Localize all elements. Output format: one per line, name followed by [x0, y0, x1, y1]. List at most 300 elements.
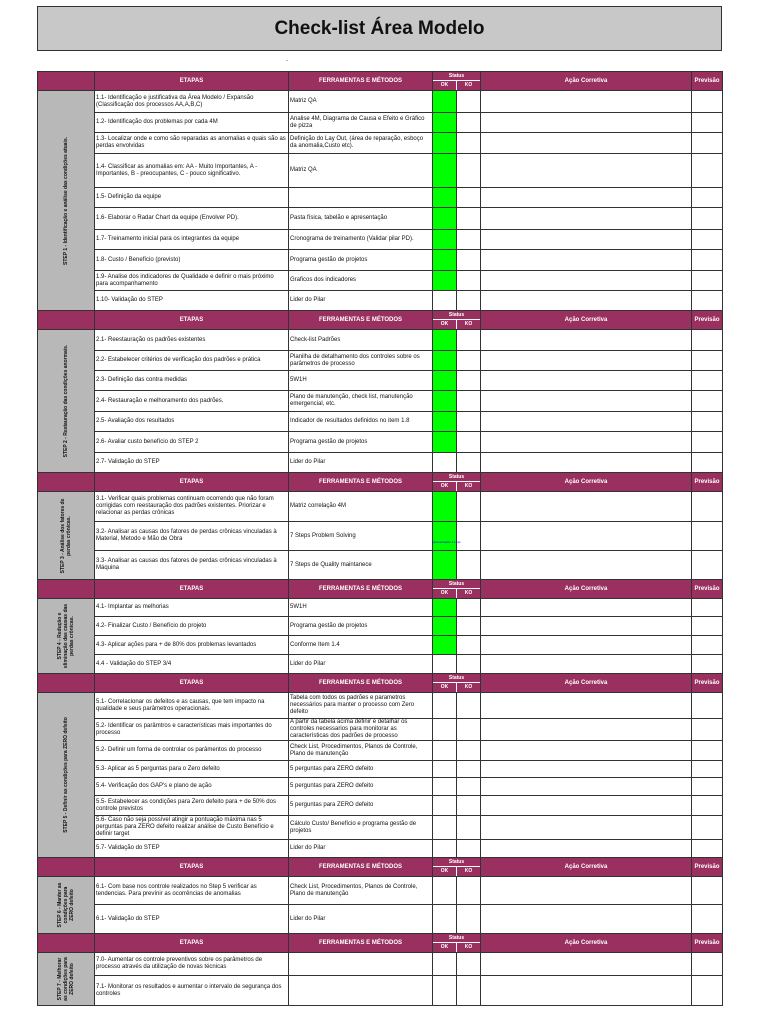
- header-previsao: Previsão: [692, 934, 723, 953]
- status-ok-cell[interactable]: [433, 840, 457, 858]
- previsao-cell[interactable]: [692, 208, 723, 230]
- step-label-cell: [38, 877, 95, 934]
- status-ok-cell[interactable]: [433, 816, 457, 840]
- ferramenta-cell[interactable]: Cálculo Custo/ Benefício e programa gestão de projetos: [289, 816, 433, 840]
- header-ferramentas: FERRAMENTAS E MÉTODOS: [289, 311, 433, 330]
- etapa-cell: 1.3- Localizar onde e como são reparadas as anomalias e quais são as perdas envolvidas: [95, 133, 289, 154]
- status-ok-cell[interactable]: [433, 953, 457, 976]
- ferramenta-cell[interactable]: A partir da tabela acima definir e detalhar os controles necessarios para monitorar as características dos padrões de processo: [289, 719, 433, 741]
- status-ko-cell[interactable]: [457, 953, 481, 976]
- header-previsao: Previsão: [692, 858, 723, 877]
- acao-corretiva-cell[interactable]: [481, 953, 692, 976]
- etapa-cell: 2.3- Definição das contra medidas: [95, 371, 289, 391]
- table-row: [38, 291, 723, 311]
- status-ko-cell[interactable]: [457, 551, 481, 580]
- ferramenta-cell[interactable]: Lider do Pilar: [289, 291, 433, 311]
- ferramenta-cell[interactable]: 5 perguntas para ZERO defeito: [289, 761, 433, 778]
- status-ok-cell[interactable]: [433, 617, 457, 636]
- acao-corretiva-cell[interactable]: [481, 154, 692, 188]
- acao-corretiva-cell[interactable]: [481, 412, 692, 432]
- table-row: [38, 91, 723, 113]
- table-row: [38, 133, 723, 154]
- status-ok-cell[interactable]: [433, 693, 457, 719]
- etapa-cell: 1.9- Analise dos indicadores de Qualidade e definir o mais próximo para acompanhamento: [95, 271, 289, 291]
- status-ko-cell[interactable]: [457, 271, 481, 291]
- status-ko-cell[interactable]: [457, 291, 481, 311]
- ferramenta-cell[interactable]: Lider do Pilar: [289, 655, 433, 674]
- step-label-cell: [38, 599, 95, 674]
- status-ko-cell[interactable]: [457, 976, 481, 1006]
- previsao-cell[interactable]: [692, 453, 723, 473]
- header-acao: Ação Corretiva: [481, 934, 692, 953]
- status-ko-cell[interactable]: [457, 492, 481, 522]
- status-ko-cell[interactable]: [457, 154, 481, 188]
- status-ok-cell[interactable]: [433, 492, 457, 522]
- status-ko-cell[interactable]: [457, 905, 481, 934]
- status-ok-cell[interactable]: [433, 154, 457, 188]
- step-label-cell: [38, 91, 95, 311]
- ferramenta-cell[interactable]: Lider do Pilar: [289, 453, 433, 473]
- acao-corretiva-cell[interactable]: [481, 208, 692, 230]
- ferramenta-cell[interactable]: Plano de manutenção, check list, manutenção emergencial, etc.: [289, 391, 433, 412]
- previsao-cell[interactable]: [692, 271, 723, 291]
- status-ok-cell[interactable]: [433, 391, 457, 412]
- previsao-cell[interactable]: [692, 599, 723, 617]
- previsao-cell[interactable]: [692, 188, 723, 208]
- header-ferramentas: FERRAMENTAS E MÉTODOS: [289, 858, 433, 877]
- ferramenta-cell[interactable]: 7 Steps Problem Solving: [289, 522, 433, 551]
- table-row: [38, 351, 723, 371]
- step-label: STEP 7 - Melhorar as condições para ZERO defeito: [57, 957, 75, 1001]
- table-row: [38, 599, 723, 617]
- status-ok-cell[interactable]: [433, 351, 457, 371]
- header-status: [433, 580, 481, 599]
- status-ok-cell[interactable]: [433, 371, 457, 391]
- status-cols: [433, 682, 480, 692]
- status-ko-cell[interactable]: [457, 693, 481, 719]
- status-cols: [433, 80, 480, 90]
- acao-corretiva-cell[interactable]: [481, 391, 692, 412]
- status-ok-label: OK: [440, 321, 449, 327]
- status-ko-cell[interactable]: [457, 741, 481, 761]
- acao-corretiva-cell[interactable]: [481, 816, 692, 840]
- acao-corretiva-cell[interactable]: [481, 778, 692, 796]
- previsao-cell[interactable]: [692, 154, 723, 188]
- status-wrap: [433, 858, 480, 876]
- acao-corretiva-cell[interactable]: [481, 761, 692, 778]
- table-row: [38, 953, 723, 976]
- step-label: STEP 5 - Definir as condições para ZERO defeito: [63, 717, 69, 833]
- etapa-cell: 1.7- Treinamento inicial para os integrantes da equipe: [95, 230, 289, 250]
- acao-corretiva-cell[interactable]: [481, 133, 692, 154]
- header-ferramentas: FERRAMENTAS E MÉTODOS: [289, 674, 433, 693]
- status-ko-cell[interactable]: [457, 391, 481, 412]
- title-box: [37, 6, 722, 51]
- status-ok-cell[interactable]: [433, 551, 457, 580]
- status-ok-cell[interactable]: [433, 761, 457, 778]
- ferramenta-cell[interactable]: Tabela com todos os padrões e parametros necessários para manter o processo com Zero defeito: [289, 693, 433, 719]
- ferramenta-cell[interactable]: [289, 188, 433, 208]
- status-ok-cell[interactable]: [433, 271, 457, 291]
- header-status: [433, 858, 481, 877]
- header-blank-cell: [38, 674, 95, 693]
- header-etapas: ETAPAS: [95, 580, 289, 599]
- acao-corretiva-cell[interactable]: [481, 492, 692, 522]
- etapa-cell: 1.4- Classificar as anomalias em: AA - Muito Importantes, A - Importantes, B - preocupantes, C - pouco significativo.: [95, 154, 289, 188]
- table-row: [38, 719, 723, 741]
- previsao-cell[interactable]: [692, 371, 723, 391]
- status-ok-cell[interactable]: [433, 877, 457, 905]
- ferramenta-cell[interactable]: Matriz correlação 4M: [289, 492, 433, 522]
- status-ko-cell[interactable]: [457, 133, 481, 154]
- previsao-cell[interactable]: [692, 877, 723, 905]
- status-ok-cell[interactable]: [433, 412, 457, 432]
- table-row: [38, 492, 723, 522]
- section-header-row: [38, 580, 723, 599]
- acao-corretiva-cell[interactable]: [481, 371, 692, 391]
- previsao-cell[interactable]: [692, 693, 723, 719]
- status-ko-cell[interactable]: [457, 208, 481, 230]
- status-ko-label: KO: [456, 320, 480, 329]
- etapa-cell: 6.1- Validação do STEP: [95, 905, 289, 934]
- ferramenta-cell[interactable]: 7 Steps de Quality maintanece: [289, 551, 433, 580]
- status-ok-cell[interactable]: [433, 250, 457, 271]
- previsao-cell[interactable]: [692, 617, 723, 636]
- table-row: [38, 761, 723, 778]
- status-ko-cell[interactable]: [457, 617, 481, 636]
- acao-corretiva-cell[interactable]: [481, 905, 692, 934]
- table-row: [38, 617, 723, 636]
- acao-corretiva-cell[interactable]: [481, 230, 692, 250]
- status-ko-cell[interactable]: [432, 522, 481, 551]
- status-ko-cell[interactable]: [457, 113, 481, 133]
- status-ok-cell[interactable]: [433, 636, 457, 655]
- ferramenta-cell[interactable]: Definição do Lay Out, (área de reparação, esboço da anomalia,Custo etc).: [289, 133, 433, 154]
- header-etapas: ETAPAS: [95, 473, 289, 492]
- header-etapas: ETAPAS: [95, 311, 289, 330]
- status-ko-cell[interactable]: [457, 453, 481, 473]
- ferramenta-cell[interactable]: Indicador de resultados definidos no item 1.8: [289, 412, 433, 432]
- status-ok-label: OK: [440, 944, 449, 950]
- etapa-cell: 7.1- Monitorar os resultados e aumentar o intervalo de segurança dos controles: [95, 976, 289, 1006]
- etapa-cell: 3.2- Analisar as causas dos fatores de perdas crônicas vinculadas à Material, Metodo e Mão de Obra: [95, 522, 289, 551]
- ferramenta-cell[interactable]: Lider do Pilar: [289, 840, 433, 858]
- acao-corretiva-cell[interactable]: [481, 432, 692, 453]
- previsao-cell[interactable]: [692, 330, 723, 351]
- acao-corretiva-cell[interactable]: [481, 188, 692, 208]
- status-ok-cell[interactable]: [433, 291, 457, 311]
- checklist-table: [37, 71, 723, 1006]
- acao-corretiva-cell[interactable]: [481, 741, 692, 761]
- header-status: [433, 72, 481, 91]
- acao-corretiva-cell[interactable]: [481, 522, 692, 551]
- status-ko-label: KO: [456, 81, 480, 90]
- previsao-cell[interactable]: [692, 291, 723, 311]
- previsao-cell[interactable]: [692, 976, 723, 1006]
- status-ok-label: OK: [440, 684, 449, 690]
- ferramenta-cell[interactable]: 5 perguntas para ZERO defeito: [289, 778, 433, 796]
- status-cols: [433, 866, 480, 876]
- ferramenta-cell[interactable]: 5 perguntas para ZERO defeito: [289, 796, 433, 816]
- previsao-cell[interactable]: [692, 741, 723, 761]
- table-row: [38, 522, 723, 551]
- status-ok-label: OK: [440, 483, 449, 489]
- previsao-cell[interactable]: [692, 133, 723, 154]
- status-ok-cell[interactable]: [433, 976, 457, 1006]
- previsao-cell[interactable]: [692, 551, 723, 580]
- ferramenta-cell[interactable]: [289, 953, 433, 976]
- status-ko-cell[interactable]: [457, 351, 481, 371]
- previsao-cell[interactable]: [692, 636, 723, 655]
- etapa-cell: 5.7- Validação do STEP: [95, 840, 289, 858]
- status-ko-cell[interactable]: [457, 371, 481, 391]
- previsao-cell[interactable]: [692, 796, 723, 816]
- status-ok-cell[interactable]: [433, 330, 457, 351]
- header-etapas: ETAPAS: [95, 674, 289, 693]
- status-ko-cell[interactable]: [457, 816, 481, 840]
- acao-corretiva-cell[interactable]: [481, 599, 692, 617]
- header-status: [433, 473, 481, 492]
- ferramenta-cell[interactable]: Check List, Procedimentos, Planos de Controle, Plano de manutenção: [289, 877, 433, 905]
- status-ok-cell[interactable]: [433, 905, 457, 934]
- previsao-cell[interactable]: [692, 91, 723, 113]
- previsao-cell[interactable]: [692, 351, 723, 371]
- header-ferramentas: FERRAMENTAS E MÉTODOS: [289, 934, 433, 953]
- table-row: [38, 976, 723, 1006]
- acao-corretiva-cell[interactable]: [481, 291, 692, 311]
- step-label-cell: [38, 330, 95, 473]
- status-ok-cell[interactable]: [433, 796, 457, 816]
- section-header-row: [38, 934, 723, 953]
- step-label: STEP 4 - Redução e eliminação das causas das perdas crônicas.: [57, 603, 75, 669]
- previsao-cell[interactable]: [692, 816, 723, 840]
- etapa-cell: 1.2- Identificação dos problemas por cada 4M: [95, 113, 289, 133]
- status-ko-cell[interactable]: [457, 655, 481, 674]
- step-label: STEP 2 - Restauração das condições anormais.: [63, 344, 69, 458]
- table-row: [38, 551, 723, 580]
- acao-corretiva-cell[interactable]: [481, 655, 692, 674]
- status-ok-cell[interactable]: [433, 432, 457, 453]
- table-row: [38, 412, 723, 432]
- previsao-cell[interactable]: [692, 113, 723, 133]
- acao-corretiva-cell[interactable]: [481, 877, 692, 905]
- table-row: [38, 905, 723, 934]
- status-ok-label: OK: [440, 82, 449, 88]
- previsao-cell[interactable]: [692, 432, 723, 453]
- status-ko-cell[interactable]: [457, 636, 481, 655]
- previsao-cell[interactable]: [692, 953, 723, 976]
- dash-mark: -: [286, 48, 288, 54]
- table-row: [38, 371, 723, 391]
- acao-corretiva-cell[interactable]: [481, 617, 692, 636]
- acao-corretiva-cell[interactable]: [481, 453, 692, 473]
- step-label-cell: [38, 953, 95, 1006]
- etapa-cell: 6.1- Com base nos controle realizados no Step 5 verificar as tendencias. Para prevínir as ocorrências de anomalias: [95, 877, 289, 905]
- ferramenta-cell[interactable]: Programa gestão de projetos: [289, 432, 433, 453]
- ferramenta-cell[interactable]: Cronograma de treinamento (Validar pilar PD).: [289, 230, 433, 250]
- etapa-cell: 2.5- Avaliação dos resultados: [95, 412, 289, 432]
- ferramenta-cell[interactable]: Graficos dos indicadores: [289, 271, 433, 291]
- status-ok-cell[interactable]: [433, 133, 457, 154]
- status-ko-cell[interactable]: [457, 719, 481, 741]
- table-row: [38, 796, 723, 816]
- acao-corretiva-cell[interactable]: [481, 693, 692, 719]
- status-ok-cell[interactable]: [433, 778, 457, 796]
- status-ko-cell[interactable]: [457, 877, 481, 905]
- status-ko-cell[interactable]: [457, 432, 481, 453]
- ferramenta-cell[interactable]: Pasta física, tabelão e apresentação: [289, 208, 433, 230]
- previsao-cell[interactable]: [692, 778, 723, 796]
- status-ok-cell[interactable]: [433, 599, 457, 617]
- acao-corretiva-cell[interactable]: [481, 330, 692, 351]
- header-previsao: Previsão: [692, 580, 723, 599]
- status-title: Status: [448, 73, 465, 79]
- previsao-cell[interactable]: [692, 655, 723, 674]
- status-wrap: [433, 473, 480, 491]
- etapa-cell: 2.6- Avaliar custo benefício do STEP 2: [95, 432, 289, 453]
- etapa-cell: 1.1- Identificação e justificativa da Área Modelo / Expansão (Classificação dos processos AA,A,B,C): [95, 91, 289, 113]
- previsao-cell[interactable]: [692, 230, 723, 250]
- ferramenta-cell[interactable]: Lider do Pilar: [289, 905, 433, 934]
- header-ferramentas: FERRAMENTAS E MÉTODOS: [289, 72, 433, 91]
- header-blank-cell: [38, 311, 95, 330]
- table-row: [38, 453, 723, 473]
- header-acao: Ação Corretiva: [481, 473, 692, 492]
- previsao-cell[interactable]: [692, 840, 723, 858]
- status-title: Status: [448, 935, 465, 941]
- acao-corretiva-cell[interactable]: [481, 250, 692, 271]
- step-label-cell: [38, 492, 95, 580]
- etapa-cell: 1.8- Custo / Benefício (previsto): [95, 250, 289, 271]
- acao-corretiva-cell[interactable]: [481, 551, 692, 580]
- previsao-cell[interactable]: [692, 391, 723, 412]
- status-ko-label: KO: [456, 943, 480, 952]
- status-ok-cell[interactable]: [433, 230, 457, 250]
- header-acao: Ação Corretiva: [481, 580, 692, 599]
- status-ko-cell[interactable]: [457, 412, 481, 432]
- table-row: [38, 432, 723, 453]
- previsao-cell[interactable]: [692, 761, 723, 778]
- etapa-cell: 5.3- Aplicar as 5 perguntas para o Zero defeito: [95, 761, 289, 778]
- header-acao: Ação Corretiva: [481, 674, 692, 693]
- table-row: [38, 840, 723, 858]
- attachment-note[interactable]: Apresentação 1.1.ppt: [432, 540, 461, 544]
- header-blank-cell: [38, 934, 95, 953]
- etapa-cell: 1.5- Definição da equipe: [95, 188, 289, 208]
- previsao-cell[interactable]: [692, 492, 723, 522]
- acao-corretiva-cell[interactable]: [481, 840, 692, 858]
- ferramenta-cell[interactable]: Check List, Procedimentos, Planos de Controle, Plano de manutenção: [289, 741, 433, 761]
- status-ko-cell[interactable]: [457, 188, 481, 208]
- status-ok-cell[interactable]: [433, 91, 457, 113]
- status-ok-cell[interactable]: [433, 719, 457, 741]
- status-ok-cell[interactable]: [433, 522, 457, 551]
- status-ko-cell[interactable]: [457, 761, 481, 778]
- header-previsao: Previsão: [692, 311, 723, 330]
- etapa-cell: 3.3- Analisar as causas dos fatores de perdas crônicas vinculadas à Máquina: [95, 551, 289, 580]
- ferramenta-cell[interactable]: Conforme Item 1.4: [289, 636, 433, 655]
- ferramenta-cell[interactable]: 5W1H: [289, 371, 433, 391]
- ferramenta-cell[interactable]: Programa gestão de projetos: [289, 617, 433, 636]
- etapa-cell: 4.1- Implantar as melhorias: [95, 599, 289, 617]
- previsao-cell[interactable]: [692, 412, 723, 432]
- status-ko-cell[interactable]: [457, 91, 481, 113]
- status-ok-cell[interactable]: [433, 208, 457, 230]
- header-acao: Ação Corretiva: [481, 311, 692, 330]
- header-blank-cell: [38, 473, 95, 492]
- status-ko-cell[interactable]: [457, 840, 481, 858]
- status-ko-cell[interactable]: [457, 778, 481, 796]
- status-wrap: [433, 674, 480, 692]
- header-previsao: Previsão: [692, 72, 723, 91]
- ferramenta-cell[interactable]: Matriz QA: [289, 154, 433, 188]
- status-ok-cell[interactable]: [433, 655, 457, 674]
- status-ok-cell[interactable]: [433, 453, 457, 473]
- status-ko-cell[interactable]: [457, 230, 481, 250]
- acao-corretiva-cell[interactable]: [481, 796, 692, 816]
- status-title: Status: [448, 675, 465, 681]
- table-row: [38, 693, 723, 719]
- table-row: [38, 391, 723, 412]
- status-ko-label: KO: [456, 867, 480, 876]
- ferramenta-cell[interactable]: [289, 976, 433, 1006]
- acao-corretiva-cell[interactable]: [481, 91, 692, 113]
- previsao-cell[interactable]: [692, 522, 723, 551]
- status-ok-cell[interactable]: [433, 113, 457, 133]
- acao-corretiva-cell[interactable]: [481, 351, 692, 371]
- acao-corretiva-cell[interactable]: [481, 113, 692, 133]
- acao-corretiva-cell[interactable]: [481, 976, 692, 1006]
- header-etapas: ETAPAS: [95, 72, 289, 91]
- table-row: [38, 816, 723, 840]
- header-ferramentas: FERRAMENTAS E MÉTODOS: [289, 473, 433, 492]
- step-label: STEP 1 - Identificação e análise das condições atuais.: [63, 136, 69, 265]
- status-title: Status: [448, 312, 465, 318]
- previsao-cell[interactable]: [692, 250, 723, 271]
- header-status: [433, 311, 481, 330]
- table-row: [38, 230, 723, 250]
- status-ko-cell[interactable]: [457, 250, 481, 271]
- status-wrap: [433, 580, 480, 598]
- etapa-cell: 1.10- Validação do STEP: [95, 291, 289, 311]
- ferramenta-cell[interactable]: Matriz QA: [289, 91, 433, 113]
- acao-corretiva-cell[interactable]: [481, 719, 692, 741]
- ferramenta-cell[interactable]: Programa gestão de projetos: [289, 250, 433, 271]
- ferramenta-cell[interactable]: Planilha de detalhamento dos controles sobre os parâmetros de processo: [289, 351, 433, 371]
- table-row: [38, 208, 723, 230]
- status-ok-cell[interactable]: [433, 188, 457, 208]
- table-row: [38, 154, 723, 188]
- section-header-row: [38, 473, 723, 492]
- previsao-cell[interactable]: [692, 719, 723, 741]
- acao-corretiva-cell[interactable]: [481, 271, 692, 291]
- ferramenta-cell[interactable]: 5W1H: [289, 599, 433, 617]
- ferramenta-cell[interactable]: Check-list Padrões: [289, 330, 433, 351]
- acao-corretiva-cell[interactable]: [481, 636, 692, 655]
- status-ko-cell[interactable]: [457, 330, 481, 351]
- ferramenta-cell[interactable]: Analise 4M, Diagrama de Causa e Efeito e Gráfico de pizza: [289, 113, 433, 133]
- header-status: [433, 934, 481, 953]
- dash-mark: -: [286, 58, 288, 64]
- etapa-cell: 4.4 - Validação do STEP 3/4: [95, 655, 289, 674]
- status-ok-cell[interactable]: [433, 741, 457, 761]
- previsao-cell[interactable]: [692, 905, 723, 934]
- status-ok-label: OK: [440, 868, 449, 874]
- status-ko-cell[interactable]: [457, 599, 481, 617]
- table-row: [38, 778, 723, 796]
- etapa-cell: 5.5- Estabelecer as condições para Zero defeito para + de 50% dos controle previstos: [95, 796, 289, 816]
- status-ko-cell[interactable]: [457, 796, 481, 816]
